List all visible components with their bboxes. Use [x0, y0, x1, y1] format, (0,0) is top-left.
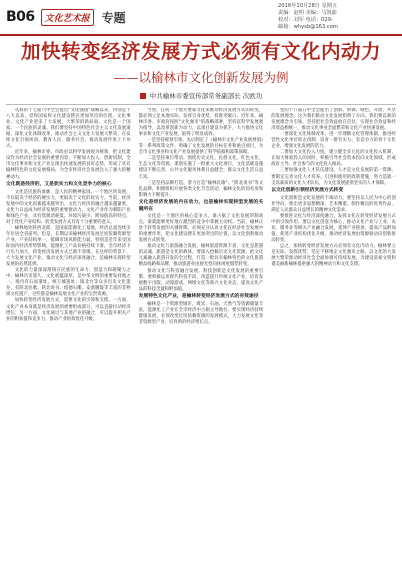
newspaper-name: 文化艺术报 — [41, 9, 94, 26]
paragraph: 一要深化文化体制改革。进一步理顺文化管理体制，推进经营性文化单位转企改制，培育一批有实力、有竞争力的骨干文化企业，增强文化发展的活力。 — [271, 132, 396, 150]
author-name: 中共榆林市委宣传部常务副部长 次欧功 — [149, 92, 263, 100]
paragraph: 总之，加快转变经济发展方式必须有文化内动力。榆林要立足实际，发挥优势，坚定不移地走文化强市之路，以文化的大发展大繁荣推动经济社会全面协调可持续发展，为建设富裕文明和谐美丽新榆林提供强大的精神动力和文化支撑。 — [271, 244, 396, 268]
issue-email: 邮箱：whysb@163.com — [278, 24, 338, 30]
paragraph: 近年来，榆林市委、市政府以科学发展观为统领，把文化建设作为经济社会发展的重要内容，不断加大投入，创新机制，全市文化事业和文化产业呈现出快速发展的良好态势，形成了具有榆林特色的文化发展格局，为全市经济社会发展注入了强大的精神动力。 — [6, 150, 131, 180]
article-byline — [88, 89, 314, 102]
page-number: B06 — [6, 9, 35, 25]
paragraph: 文化是一个地区的核心竞争力。谁占据了文化发展的制高点，谁就能够更好地在激烈的竞争中掌握主动权。当前，榆林正处于转型发展的关键时期，必须充分认识文化在经济社会发展中的重要作用，把文化建设摆在更加突出的位置，以文化创新推动发展方式转变。 — [138, 214, 264, 244]
page-header — [0, 0, 402, 36]
body-column-3 — [271, 108, 396, 558]
subheading: 文化既是经济的，又是软实力和文化竞争力的核心 — [6, 182, 112, 188]
paragraph: 一是坚持规划引领。先后制定了《榆林市文化产业发展规划》等一系列政策文件，明确了文化发展的目标任务和重点项目，为全市文化事业和文化产业发展提供了科学依据和政策保障。 — [138, 138, 264, 156]
square-bullet-icon — [140, 93, 146, 99]
article-body — [6, 108, 396, 558]
paragraph: 加快转变经济发展方式，需要文化的引领和支撑。一方面，文化产业本身就是经济发展的重要组成部分，可以直接拉动经济增长；另一方面，文化通过与其他产业的融合，可以提升相关产业的附加值和竞争力，推动产业结构优化升级。 — [6, 298, 131, 322]
issue-editors: 责编：赵明 美编：马凯茹 — [278, 10, 337, 16]
subheading: 文化是经济发展的内在动力，也是榆林实现转型发展的关键所在 — [138, 200, 264, 212]
paragraph: 当然，任何一个地方要靠文化来推动经济发展方式的转变，都必须立足本地实际，发挥自身优势，找准突破口。近年来，榆林市委、市政府按照"文化强市"的战略部署，坚持以科学发展观为指导，以改革创新为动力，以项目建设为抓手，大力推进文化事业和文化产业发展，取得了明显成效。 — [138, 108, 264, 138]
subheading: 以文化创新引领经济发展方式转变 — [271, 188, 344, 194]
section-label: 专题 — [101, 10, 126, 25]
paragraph: 从我的十七届六中全会提出"文化强国"战略以来，特别是十八大以来，党和国家将文化建设摆在更加突出的位置，文化事业、文化产业迎来了大发展、大繁荣的新局面。文化是一个国家、一个民族的灵魂。我们要坚持中国特色社会主义文化发展道路，深化文化体制改革，推动社会主义文化大发展大繁荣，在发挥文化引领风尚、教育人民、服务社会、推动发展作用上下功夫。 — [6, 108, 131, 150]
issue-date: 2016年10月28日 星期五 — [278, 3, 338, 9]
body-column-2 — [139, 108, 264, 558]
paragraph: 要推进文化与经济深度融合，发挥文化在转变经济发展方式中的引领作用。要以文化创意为核心，推动文化产业与工业、农业、服务业等相关产业融合发展，延伸产业链条，提高产品附加值，促进产业结构优化升级，推动经济发展由资源驱动向创新驱动转变。 — [271, 213, 396, 244]
paragraph: 党的十八届五中全会提出了创新、协调、绿色、开放、共享的发展理念。这为我们推动文化发展指明了方向。我们要以新的发展理念为引领，坚持把社会效益放在首位，实现社会效益和经济效益相统一，推动文化事业全面繁荣和文化产业快速发展。 — [271, 108, 396, 132]
paragraph: 文化的力量深深熔铸在民族的生命力、创造力和凝聚力之中。榆林历史悠久，文化底蕴深厚，是中华文明的重要发祥地之一。境内有石峁遗址、统万城遗址、镇北台等众多历史文化遗存，有陕北民歌、陕北说书、绥德石雕、安塞腰鼓等丰富的非物质文化遗产，这些都是榆林发展文化产业的宝贵资源。 — [6, 268, 131, 298]
paragraph: 推动文化与旅游融合发展。榆林旅游资源丰富，文化是旅游的灵魂，旅游是文化的载体。要深入挖掘历史文化资源，把文化元素融入旅游开发的全过程，打造一批具有榆林特色的文化旅游精品线路和品牌，推动旅游业由观光型向休闲度假型转变。 — [138, 244, 264, 268]
issue-meta — [278, 3, 396, 31]
paragraph: 三要加强文化人才队伍建设。人才是文化发展的第一资源。要制定完善文化人才培养、引进和使用的政策措施，努力造就一支高素质的文化人才队伍，为文化发展提供坚实的人才保障。 — [271, 168, 396, 186]
subheading: 发展特色文化产业，是榆林转变经济发展方式的有效途径 — [138, 294, 259, 300]
paragraph: 文化创新是文化发展的不竭动力。要坚持以人民为中心的创作导向，推出更多思想精深、艺术精湛、制作精良的优秀作品，满足人民群众日益增长的精神文化需求。 — [271, 195, 396, 213]
article-subtitle: ——以榆林市文化创新发展为例 — [113, 70, 289, 85]
paragraph: 二要加大文化投入力度。建立健全多元化的文化投入机制，在加大财政投入的同时，积极引导社会资本投向文化领域，形成政府主导、社会参与的文化投入格局。 — [271, 150, 396, 168]
article-title: 加快转变经济发展方式必须有文化内动力 — [20, 40, 381, 63]
body-column-1 — [6, 108, 131, 558]
paragraph: 二是坚持项目带动。围绕历史文化、民俗文化、红色文化、生态文化等资源，谋划实施了一批重大文化项目，文化基础设施建设不断完善，公共文化服务体系日益健全，群众文化生活日益丰富。 — [138, 156, 264, 180]
paragraph: 文化是民族的血脉，是人民的精神家园。一个地区的发展，不仅取决于经济的硬实力，更取决于文化的软实力。当前，经济发展中的文化因素越来越突出，文化与经济的融合越来越紧密，文化力日益成为经济发展的重要推动力。文化产业作为朝阳产业和绿色产业，具有资源消耗低、环境污染少、附加值高的特点，对于优化产业结构、转变发展方式具有十分重要的意义。 — [6, 189, 131, 225]
paragraph: 榆林地处陕西北部，是国家能源化工基地，经济总量连续多年位居全省前列。但是，长期以来榆林经济发展过度依赖资源型产业，产业结构单一，抵御市场风险能力弱。特别是近年来受国际国内经济形势影响，能源化工产品价格持续下滑，全市经济下行压力加大，转变经济发展方式已刻不容缓。在这样的背景下，大力发展文化产业，推动文化与经济深度融合，是榆林实现转型发展的必然选择。 — [6, 225, 131, 268]
divider — [6, 104, 396, 105]
issue-contact: 校对：刘军 电话：029- — [278, 17, 333, 23]
paragraph: 榆林是一个资源型城市，煤炭、石油、天然气等资源储量丰富，能源化工产业在全市经济中占据主导地位。要实现经济持续健康发展，必须改变过度依赖资源的发展模式，大力发展文化等非资源型产业，培育新的经济增长点。 — [138, 301, 264, 325]
paragraph: 三是坚持品牌打造。着力打造"榆林民歌"、"陕北说书"等文化品牌，积极组织开展各类文化节会活动，榆林文化的知名度和影响力不断提升。 — [138, 180, 264, 198]
paragraph: 推动文化与科技融合发展。科技创新是文化发展的重要引擎。要积极运用现代科技手段，改造提升传统文化产业，培育发展数字出版、动漫游戏、网络文化等新兴文化业态，提高文化产品的科技含量和附加值。 — [138, 268, 264, 292]
